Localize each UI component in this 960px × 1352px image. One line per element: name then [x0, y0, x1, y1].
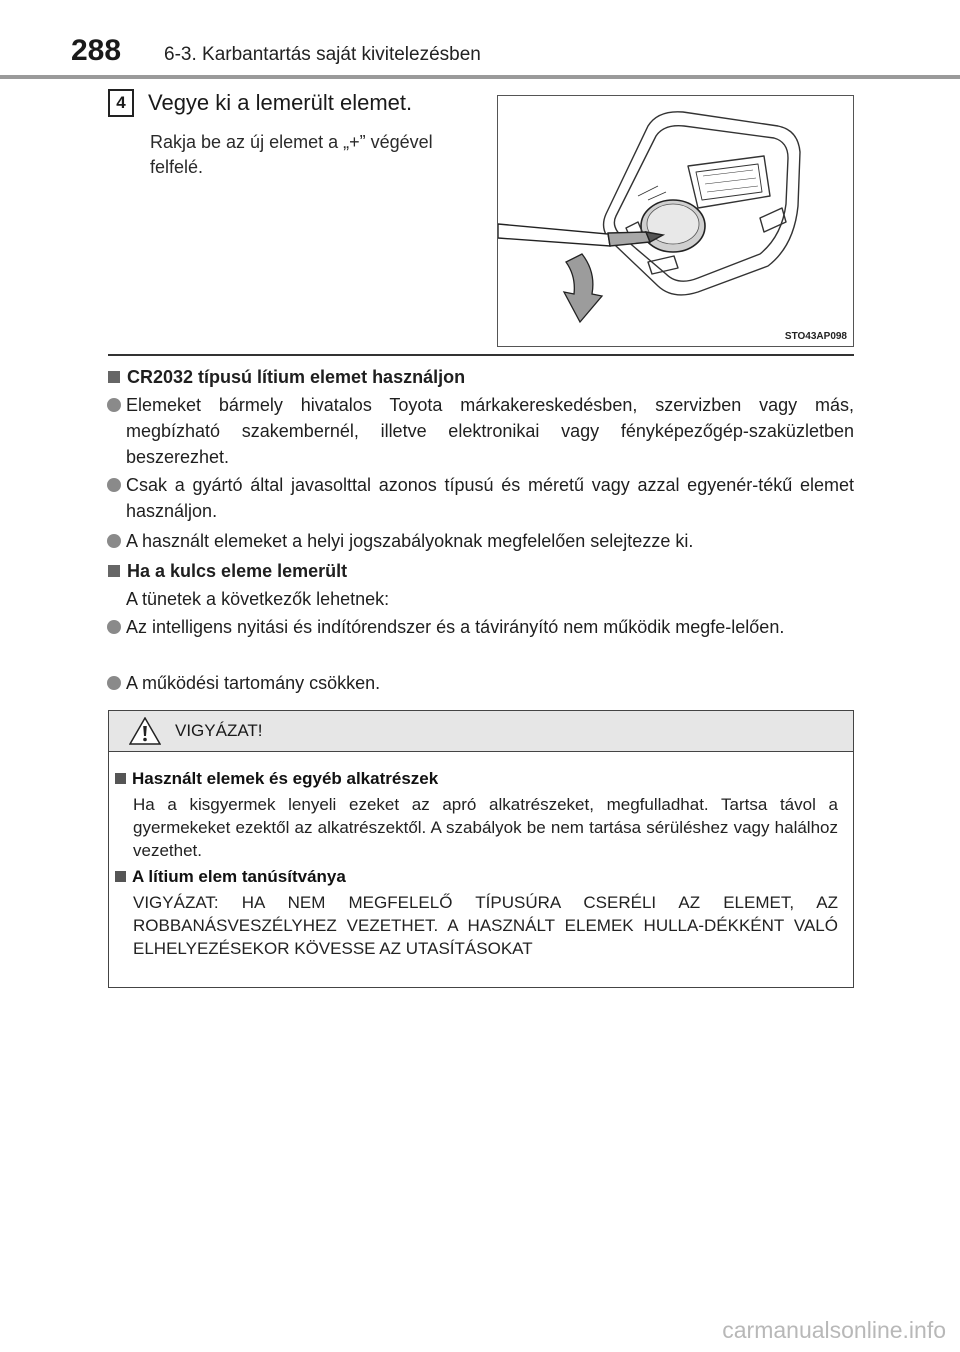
list-item: Elemeket bármely hivatalos Toyota márkakereskedésben, szervizben vagy más, megbízható szakembernél, illetve elektronikai vagy fényképezőgép-szaküzletben beszerezhet.	[126, 392, 854, 470]
header-rule	[0, 75, 960, 79]
caution-title: VIGYÁZAT!	[175, 721, 263, 740]
list-item: A használt elemeket a helyi jogszabályoknak megfelelően selejtezze ki.	[126, 528, 854, 554]
warning-triangle-icon	[129, 717, 161, 745]
bullet-icon	[107, 620, 121, 634]
bullet-icon	[107, 478, 121, 492]
section-dead-battery	[108, 558, 854, 693]
step-title: Vegye ki a lemerült elemet.	[148, 90, 413, 115]
caution-heading: A lítium elem tanúsítványa	[115, 867, 346, 887]
bullet-icon	[107, 534, 121, 548]
list-item: A működési tartomány csökken.	[126, 670, 854, 696]
list-item: Csak a gyártó által javasolttal azonos típusú és méretű vagy azzal egyenér-tékű elemet használjon.	[126, 472, 854, 524]
caution-text: VIGYÁZAT: HA NEM MEGFELELŐ TÍPUSÚRA CSERÉLI AZ ELEMET, AZ ROBBANÁSVESZÉLYHEZ VEZETHET. A HASZNÁLT ELEMEK HULLA-DÉKKÉNT VALÓ ELHELYEZÉSEKOR KÖVESSE AZ UTASÍTÁSOKAT	[133, 893, 838, 958]
watermark: carmanualsonline.info	[722, 1317, 946, 1343]
section-heading: Ha a kulcs eleme lemerült	[108, 558, 854, 584]
battery-removal-illustration	[497, 95, 854, 347]
caution-heading: Használt elemek és egyéb alkatrészek	[115, 769, 438, 789]
section-title: 6-3. Karbantartás saját kivitelezésben	[164, 44, 481, 65]
section-divider	[108, 354, 854, 356]
section-intro: A tünetek a következők lehetnek:	[126, 589, 390, 609]
caution-header	[109, 711, 853, 752]
square-bullet-icon	[108, 371, 120, 383]
key-fob-case	[604, 112, 800, 295]
square-bullet-icon	[108, 565, 120, 577]
section-heading: CR2032 típusú lítium elemet használjon	[108, 364, 854, 390]
bullet-icon	[107, 398, 121, 412]
page-number: 288	[71, 34, 122, 67]
arrow-down-icon	[564, 254, 602, 322]
list-item: Az intelligens nyitási és indítórendszer és a távirányító nem működik megfe-lelően.	[126, 614, 854, 640]
square-bullet-icon	[115, 871, 126, 882]
step-description: Rakja be az új elemet a „+” végével felfelé.	[150, 132, 433, 177]
illustration-code: STO43AP098	[784, 331, 847, 342]
key-fob-battery-drawing	[498, 96, 853, 346]
square-bullet-icon	[115, 773, 126, 784]
caution-text: Ha a kisgyermek lenyeli ezeket az apró alkatrészeket, megfulladhat. Tartsa távol a gyermekeket ezektől az alkatrészektől. A szabályok be nem tartása sérüléshez vagy halálhoz vezethet.	[133, 795, 838, 860]
caution-box	[108, 710, 854, 988]
screwdriver	[498, 224, 663, 246]
section-battery-type	[108, 364, 854, 551]
bullet-icon	[107, 676, 121, 690]
step-number: 4	[108, 89, 134, 117]
